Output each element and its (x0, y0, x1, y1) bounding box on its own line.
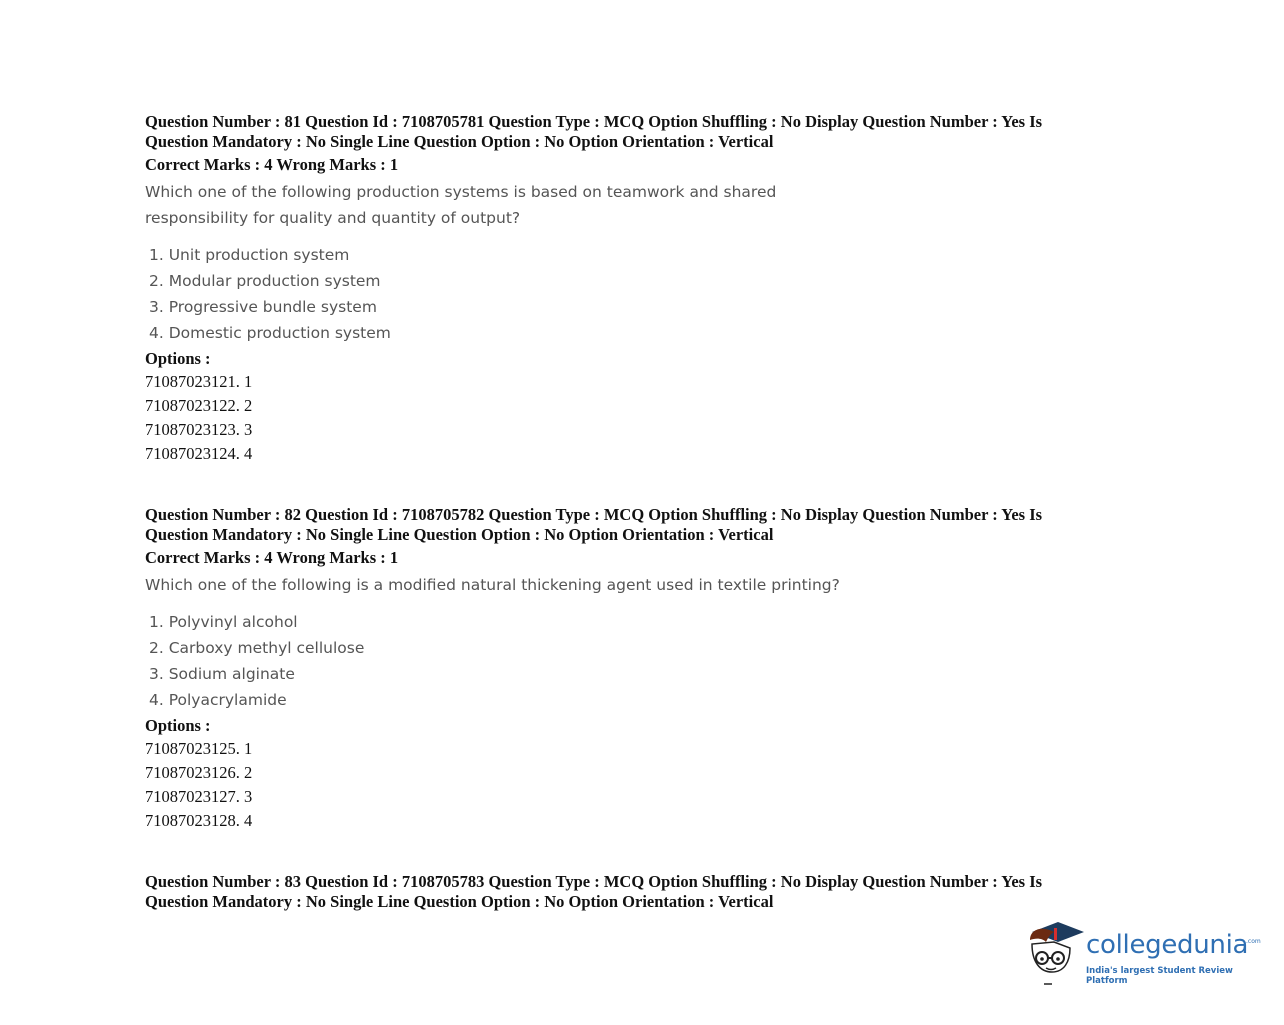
answer-choice: 2. Carboxy methyl cellulose (149, 639, 365, 657)
option-id: 71087023124. 4 (145, 444, 253, 463)
question-text-line-1: Which one of the following production systems is based on teamwork and shared (145, 183, 777, 201)
question-meta-line-1: Question Number : 82 Question Id : 7108705782 Question Type : MCQ Option Shuffling : No Display Question Number : Yes Is (145, 505, 1043, 524)
option-id: 71087023126. 2 (145, 763, 253, 782)
question-marks: Correct Marks : 4 Wrong Marks : 1 (145, 548, 399, 567)
answer-choice: 3. Progressive bundle system (149, 298, 377, 316)
logo-wordmark: collegedunia (1086, 930, 1249, 960)
option-id: 71087023128. 4 (145, 811, 253, 830)
option-id: 71087023127. 3 (145, 787, 253, 806)
answer-choice: 4. Domestic production system (149, 324, 391, 342)
question-meta-line-2: Question Mandatory : No Single Line Question Option : No Option Orientation : Vertical (145, 524, 774, 544)
answer-choices (149, 242, 1105, 346)
answer-choices (149, 609, 1042, 713)
question-81 (145, 112, 1105, 466)
logo-tagline: India's largest Student Review Platform (1086, 966, 1233, 986)
answer-choice: 2. Modular production system (149, 272, 381, 290)
question-meta-line-1: Question Number : 83 Question Id : 7108705783 Question Type : MCQ Option Shuffling : No Display Question Number : Yes Is (145, 872, 1043, 891)
answer-choice: 4. Polyacrylamide (149, 691, 287, 709)
question-meta-line-1: Question Number : 81 Question Id : 7108705781 Question Type : MCQ Option Shuffling : No Display Question Number : Yes Is (145, 112, 1043, 131)
question-82 (145, 505, 1042, 833)
answer-choice: 1. Polyvinyl alcohol (149, 613, 298, 631)
options-label: Options : (145, 716, 211, 735)
options-label: Options : (145, 349, 211, 368)
logo-suffix: .com (1246, 938, 1261, 945)
option-id: 71087023123. 3 (145, 420, 253, 439)
answer-choice: 1. Unit production system (149, 246, 350, 264)
question-marks: Correct Marks : 4 Wrong Marks : 1 (145, 155, 399, 174)
question-meta-line-2: Question Mandatory : No Single Line Question Option : No Option Orientation : Vertical (145, 891, 774, 911)
option-id: 71087023125. 1 (145, 739, 253, 758)
option-id: 71087023121. 1 (145, 372, 253, 391)
question-83 (145, 872, 1042, 911)
document-page (145, 112, 1105, 911)
question-text-line-1: Which one of the following is a modified natural thickening agent used in textile printing? (145, 576, 840, 594)
answer-choice: 3. Sodium alginate (149, 665, 295, 683)
question-text (145, 572, 1042, 598)
option-id: 71087023122. 2 (145, 396, 253, 415)
question-text (145, 179, 1105, 231)
mascot-icon (1024, 918, 1086, 990)
question-text-line-2: responsibility for quality and quantity of output? (145, 209, 521, 227)
collegedunia-logo (1024, 918, 1261, 990)
question-meta-line-2: Question Mandatory : No Single Line Question Option : No Option Orientation : Vertical (145, 131, 774, 151)
